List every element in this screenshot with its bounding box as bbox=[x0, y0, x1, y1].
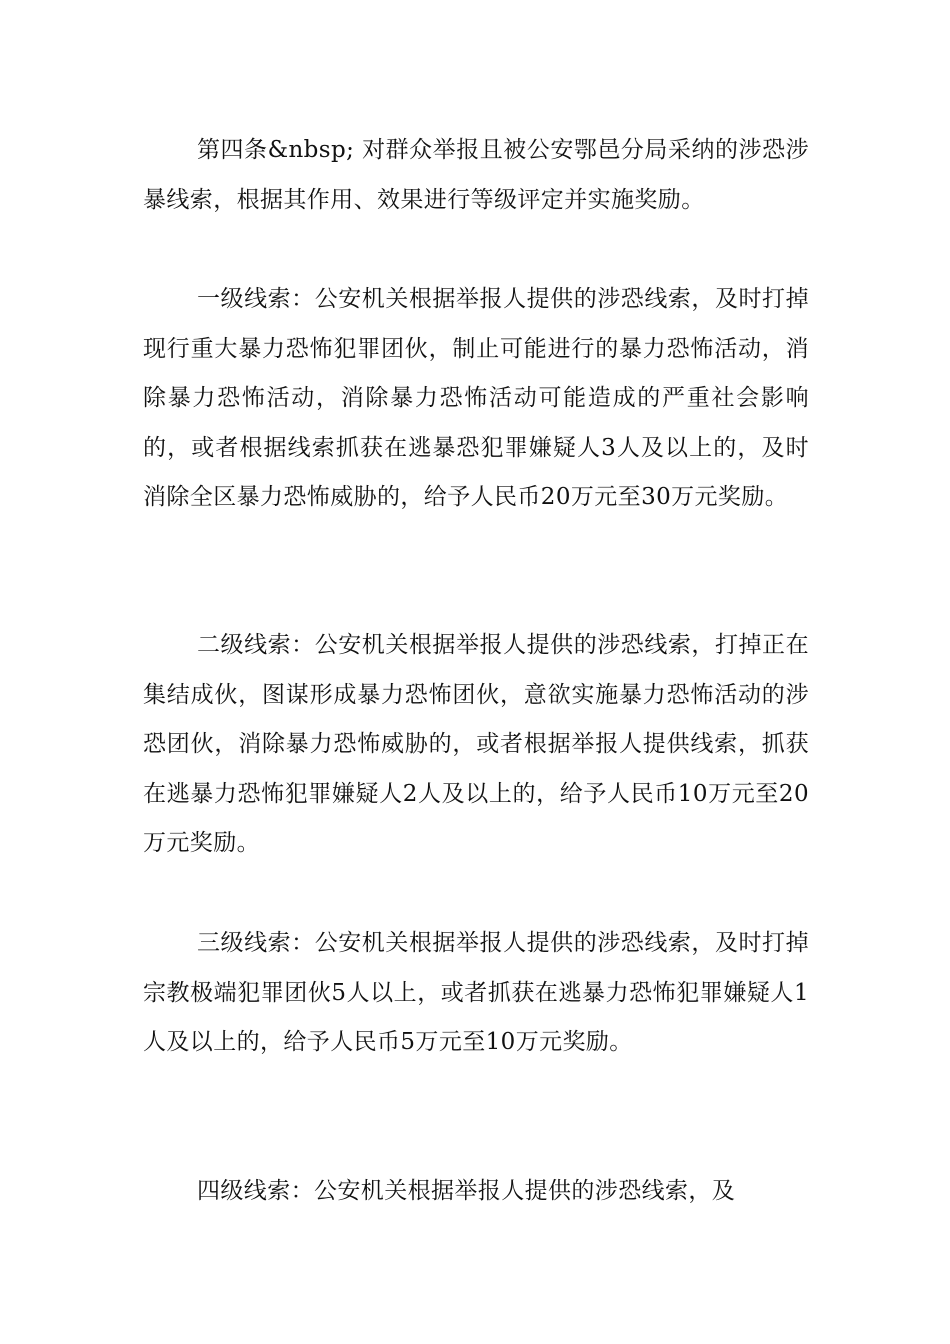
paragraph-level-four-clue: 四级线索：公安机关根据举报人提供的涉恐线索，及 bbox=[197, 1178, 736, 1204]
paragraph-level-two-clue: 二级线索：公安机关根据举报人提供的涉恐线索，打掉正在集结成伙，图谋形成暴力恐怖团伙，意欲实施暴力恐怖活动的涉恐团伙，消除暴力恐怖威胁的，或者根据举报人提供线索，抓获在逃暴力恐怖犯罪嫌疑人2人及以上的，给予人民币10万元至20万元奖励。 bbox=[143, 632, 809, 856]
paragraph-level-one-clue: 一级线索：公安机关根据举报人提供的涉恐线索，及时打掉现行重大暴力恐怖犯罪团伙，制止可能进行的暴力恐怖活动，消除暴力恐怖活动，消除暴力恐怖活动可能造成的严重社会影响的，或者根据线索抓获在逃暴恐犯罪嫌疑人3人及以上的，及时消除全区暴力恐怖威胁的，给予人民币20万元至30万元奖励。 bbox=[143, 286, 809, 510]
paragraph-level-three-clue: 三级线索：公安机关根据举报人提供的涉恐线索，及时打掉宗教极端犯罪团伙5人以上，或者抓获在逃暴力恐怖犯罪嫌疑人1人及以上的，给予人民币5万元至10万元奖励。 bbox=[143, 930, 809, 1055]
paragraph-article-four: 第四条&nbsp; 对群众举报且被公安鄂邑分局采纳的涉恐涉暴线索，根据其作用、效果进行等级评定并实施奖励。 bbox=[143, 137, 809, 213]
